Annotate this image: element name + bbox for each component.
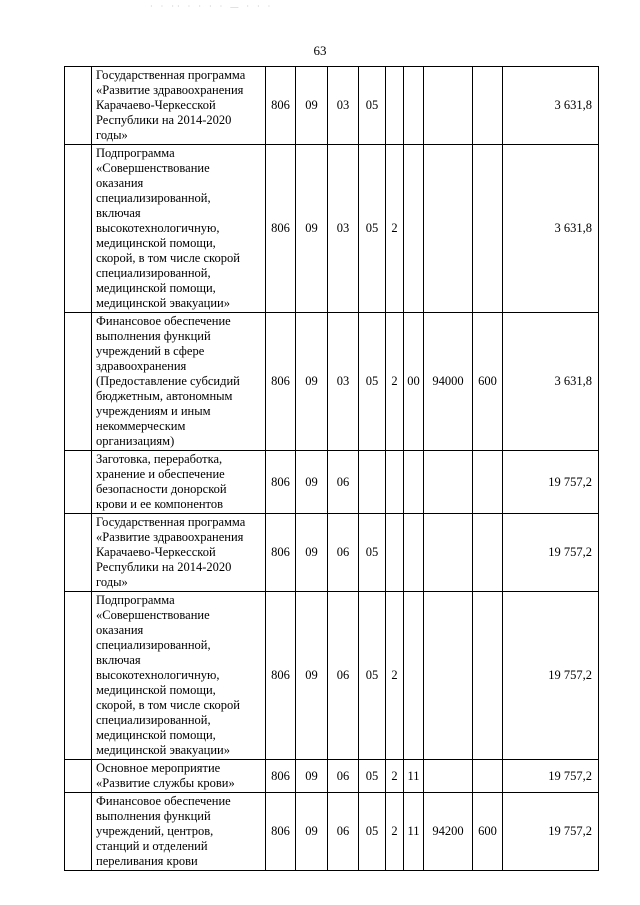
subprogram-code-cell — [386, 67, 404, 145]
department-code-cell: 806 — [266, 592, 296, 760]
department-code-cell: 806 — [266, 760, 296, 793]
section-code-cell: 09 — [296, 451, 328, 514]
event-code-cell — [404, 67, 424, 145]
department-code-cell: 806 — [266, 67, 296, 145]
amount-cell: 19 757,2 — [503, 592, 599, 760]
item-name-cell: Подпрограмма «Совершенствование оказания специализированной, включая высокотехнологичную, медицинской помощи, скорой, в том числе скорой специализированной, медицинской помощи, медицинской эвакуации» — [92, 592, 266, 760]
subsection-code-cell: 03 — [328, 67, 359, 145]
direction-code-cell — [424, 67, 473, 145]
row-blank-cell — [65, 592, 92, 760]
amount-cell: 19 757,2 — [503, 514, 599, 592]
subsection-code-cell: 06 — [328, 451, 359, 514]
event-code-cell — [404, 451, 424, 514]
direction-code-cell — [424, 760, 473, 793]
subprogram-code-cell — [386, 451, 404, 514]
event-code-cell — [404, 514, 424, 592]
section-code-cell: 09 — [296, 67, 328, 145]
program-code-cell: 05 — [359, 313, 386, 451]
event-code-cell — [404, 145, 424, 313]
subsection-code-cell: 06 — [328, 514, 359, 592]
row-blank-cell — [65, 67, 92, 145]
table-row — [65, 592, 599, 760]
amount-cell: 3 631,8 — [503, 313, 599, 451]
row-blank-cell — [65, 760, 92, 793]
item-name-cell: Государственная программа «Развитие здравоохранения Карачаево-Черкесской Республики на 2014-2020 годы» — [92, 514, 266, 592]
program-code-cell: 05 — [359, 793, 386, 871]
expense-type-cell: 600 — [473, 313, 503, 451]
amount-cell: 19 757,2 — [503, 760, 599, 793]
program-code-cell: 05 — [359, 145, 386, 313]
section-code-cell: 09 — [296, 592, 328, 760]
item-name-cell: Основное мероприятие «Развитие службы крови» — [92, 760, 266, 793]
direction-code-cell — [424, 145, 473, 313]
department-code-cell: 806 — [266, 145, 296, 313]
subprogram-code-cell: 2 — [386, 313, 404, 451]
amount-cell: 3 631,8 — [503, 145, 599, 313]
direction-code-cell: 94200 — [424, 793, 473, 871]
direction-code-cell — [424, 592, 473, 760]
subprogram-code-cell: 2 — [386, 760, 404, 793]
table-row — [65, 313, 599, 451]
expense-type-cell — [473, 760, 503, 793]
amount-cell: 19 757,2 — [503, 793, 599, 871]
department-code-cell: 806 — [266, 514, 296, 592]
direction-code-cell — [424, 514, 473, 592]
program-code-cell: 05 — [359, 67, 386, 145]
program-code-cell: 05 — [359, 592, 386, 760]
department-code-cell: 806 — [266, 793, 296, 871]
scan-artifact: · · ·· · · · · — · · · — [150, 2, 274, 11]
expense-type-cell — [473, 451, 503, 514]
subsection-code-cell: 03 — [328, 145, 359, 313]
row-blank-cell — [65, 145, 92, 313]
amount-cell: 3 631,8 — [503, 67, 599, 145]
event-code-cell: 00 — [404, 313, 424, 451]
expense-type-cell — [473, 514, 503, 592]
section-code-cell: 09 — [296, 760, 328, 793]
item-name-cell: Государственная программа «Развитие здравоохранения Карачаево-Черкесской Республики на 2014-2020 годы» — [92, 67, 266, 145]
item-name-cell: Финансовое обеспечение выполнения функций учреждений в сфере здравоохранения (Предоставление субсидий бюджетным, автономным учреждениям и иным некоммерческим организациям) — [92, 313, 266, 451]
row-blank-cell — [65, 451, 92, 514]
section-code-cell: 09 — [296, 793, 328, 871]
budget-table — [64, 66, 599, 871]
expense-type-cell — [473, 592, 503, 760]
event-code-cell: 11 — [404, 793, 424, 871]
subsection-code-cell: 03 — [328, 313, 359, 451]
item-name-cell: Подпрограмма «Совершенствование оказания специализированной, включая высокотехнологичную, медицинской помощи, скорой, в том числе скорой специализированной, медицинской помощи, медицинской эвакуации» — [92, 145, 266, 313]
table-row — [65, 514, 599, 592]
table-row — [65, 67, 599, 145]
row-blank-cell — [65, 793, 92, 871]
subprogram-code-cell: 2 — [386, 793, 404, 871]
direction-code-cell: 94000 — [424, 313, 473, 451]
item-name-cell: Заготовка, переработка, хранение и обеспечение безопасности донорской крови и ее компонентов — [92, 451, 266, 514]
item-name-cell: Финансовое обеспечение выполнения функций учреждений, центров, станций и отделений переливания крови — [92, 793, 266, 871]
table-body — [65, 67, 599, 871]
expense-type-cell — [473, 67, 503, 145]
table-row — [65, 760, 599, 793]
program-code-cell: 05 — [359, 514, 386, 592]
table-row — [65, 145, 599, 313]
subprogram-code-cell: 2 — [386, 145, 404, 313]
table-row — [65, 793, 599, 871]
department-code-cell: 806 — [266, 451, 296, 514]
event-code-cell — [404, 592, 424, 760]
row-blank-cell — [65, 313, 92, 451]
program-code-cell: 05 — [359, 760, 386, 793]
section-code-cell: 09 — [296, 145, 328, 313]
program-code-cell — [359, 451, 386, 514]
expense-type-cell — [473, 145, 503, 313]
amount-cell: 19 757,2 — [503, 451, 599, 514]
section-code-cell: 09 — [296, 514, 328, 592]
expense-type-cell: 600 — [473, 793, 503, 871]
event-code-cell: 11 — [404, 760, 424, 793]
subsection-code-cell: 06 — [328, 592, 359, 760]
page-number: 63 — [313, 43, 327, 58]
subsection-code-cell: 06 — [328, 793, 359, 871]
row-blank-cell — [65, 514, 92, 592]
subprogram-code-cell — [386, 514, 404, 592]
department-code-cell: 806 — [266, 313, 296, 451]
table-row — [65, 451, 599, 514]
subprogram-code-cell: 2 — [386, 592, 404, 760]
section-code-cell: 09 — [296, 313, 328, 451]
direction-code-cell — [424, 451, 473, 514]
subsection-code-cell: 06 — [328, 760, 359, 793]
